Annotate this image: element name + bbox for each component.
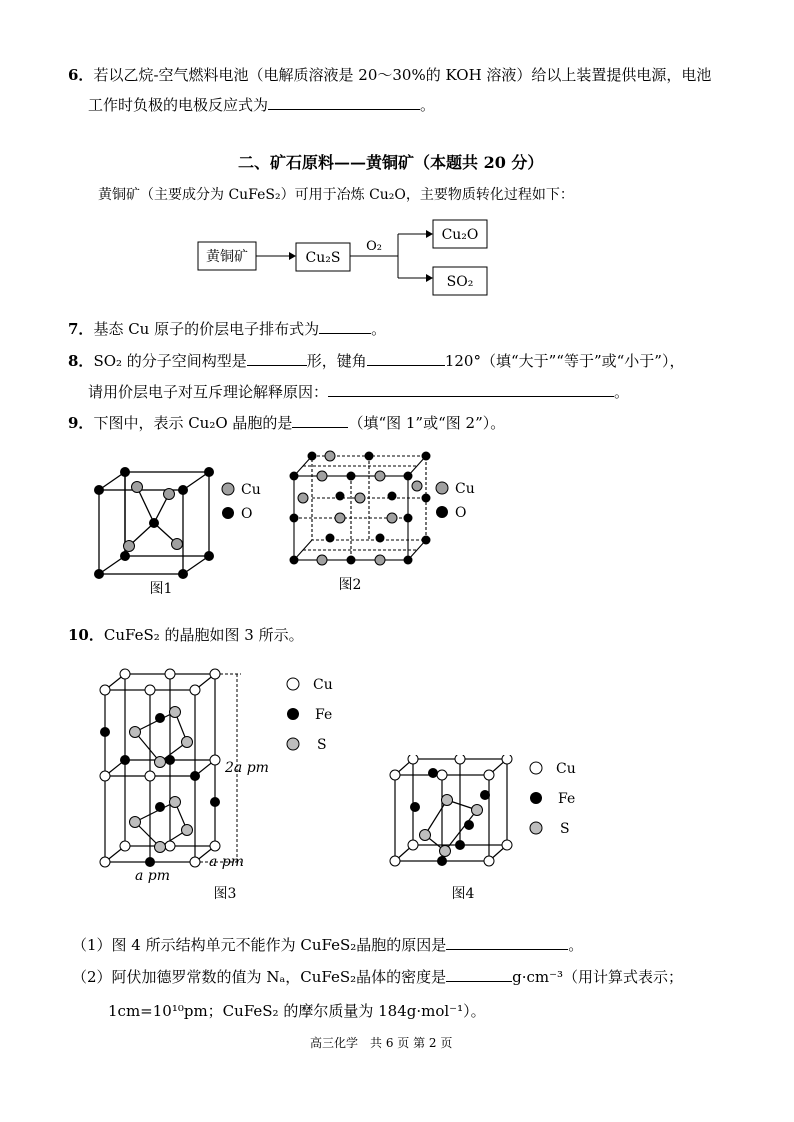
fig4-legend-fe-dot (530, 792, 542, 804)
q8-text3: 120°（填“大于”“等于”或“小于”）， (444, 352, 685, 370)
q6-answer-blank[interactable] (268, 95, 420, 110)
q8-line1 (68, 350, 684, 371)
flow-box-cu2o-label: Cu₂O (441, 227, 479, 243)
fig2-cu-atoms (298, 451, 422, 565)
fig4-legend-s-dot (530, 822, 542, 834)
fig4-legend-fe: Fe (558, 791, 576, 807)
q6-text: 若以乙烷-空气燃料电池（电解质溶液是 20～30%的 KOH 溶液）给以上装置提供电源，电池 (93, 66, 712, 84)
fig4-legend-cu-dot (530, 762, 542, 774)
figure-2-caption: 图2 (338, 577, 362, 593)
q9-hint: （填“图 1”或“图 2”）。 (348, 414, 506, 432)
q8-text1: SO₂ 的分子空间构型是 (93, 352, 247, 370)
q6-end: 。 (420, 96, 436, 114)
fig2-legend-o-dot (436, 506, 448, 518)
figure-1-caption: 图1 (149, 581, 173, 597)
fig1-legend-cu-dot (222, 483, 234, 495)
q10 (68, 624, 304, 645)
q10-number: 10． (68, 626, 104, 644)
fig3-legend-s-dot (287, 738, 299, 750)
figure-3-caption: 图3 (213, 886, 237, 902)
q8-end: 。 (614, 383, 630, 401)
sub2-text: （2）阿伏加德罗常数的值为 Nₐ，CuFeS₂晶体的密度是 (72, 968, 447, 986)
sub-question-2 (72, 966, 683, 987)
q6-number: 6． (68, 66, 94, 84)
sub2-unit: g·cm⁻³（用计算式表示； (512, 968, 684, 986)
figure-2-cell (280, 446, 490, 598)
q8-number: 8． (68, 352, 94, 370)
q7-text: 基态 Cu 原子的价层电子排布式为 (93, 320, 320, 338)
fig3-legend-cu: Cu (313, 677, 333, 693)
q7-end: 。 (371, 320, 387, 338)
q10-text: CuFeS₂ 的晶胞如图 3 所示。 (103, 626, 304, 644)
q8-text2: 形，键角 (306, 352, 367, 370)
q8-shape-blank[interactable] (247, 351, 307, 366)
figure-1-cu2o-cell (85, 448, 275, 598)
sub2-answer-blank[interactable] (446, 967, 512, 982)
flow-arrowhead-bottom (426, 274, 433, 282)
fig1-legend-o: O (241, 506, 253, 522)
flow-diagram (190, 212, 500, 302)
q9-text: 下图中，表示 Cu₂O 晶胞的是 (93, 414, 293, 432)
flow-box-cu2o (433, 220, 487, 248)
fig2-o-atoms (290, 452, 431, 565)
fig3-legend-fe-dot (287, 708, 299, 720)
fig2-legend-o: O (455, 505, 467, 521)
fig1-o-atoms (94, 467, 214, 579)
q8-line2 (88, 381, 629, 402)
fig3-legend-cu-dot (287, 678, 299, 690)
flow-box-so2 (433, 267, 487, 295)
flow-box-ore-label: 黄铜矿 (206, 249, 248, 265)
fig1-legend-cu: Cu (241, 482, 261, 498)
flow-box-so2-label: SO₂ (446, 274, 474, 290)
fig1-legend-o-dot (222, 507, 234, 519)
q6-line2 (88, 94, 435, 115)
section2-intro: 黄铜矿（主要成分为 CuFeS₂）可用于冶炼 Cu₂O，主要物质转化过程如下： (98, 187, 574, 203)
page-footer: 高三化学 共 6 页 第 2 页 (310, 1036, 453, 1050)
sub1-end: 。 (568, 936, 584, 954)
flow-reagent-label: O₂ (366, 239, 382, 254)
q8-reason-text: 请用价层电子对互斥理论解释原因： (88, 383, 329, 401)
fig3-dim-a-bottom: a pm (135, 868, 171, 884)
fig3-s-atoms (130, 707, 193, 853)
q7 (68, 318, 386, 339)
q6-text2: 工作时负极的电极反应式为 (88, 96, 269, 114)
q9-answer-blank[interactable] (292, 413, 348, 428)
q8-reason-blank[interactable] (328, 382, 614, 397)
fig3-dim-a-right: a pm (209, 854, 245, 870)
fig4-legend-cu: Cu (556, 761, 576, 777)
fig2-legend-cu: Cu (455, 481, 475, 497)
flow-box-cu2s-label: Cu₂S (305, 250, 341, 266)
q6-line1 (68, 64, 711, 85)
flow-box-cu2s (296, 243, 350, 271)
fig3-dim-2a: 2a pm (225, 760, 269, 776)
q9 (68, 412, 505, 433)
flow-box-ore (198, 242, 256, 270)
figure-4-unit (385, 755, 595, 905)
sub1-text: （1）图 4 所示结构单元不能作为 CuFeS₂晶胞的原因是 (72, 936, 447, 954)
sub1-answer-blank[interactable] (446, 935, 568, 950)
figure-4-caption: 图4 (451, 886, 475, 902)
sub-question-2-line2: 1cm=10¹⁰pm；CuFeS₂ 的摩尔质量为 184g·mol⁻¹）。 (108, 1002, 486, 1020)
sub-question-1 (72, 934, 583, 955)
figure-3-cufes2-cell (95, 662, 345, 902)
fig2-legend-cu-dot (436, 482, 448, 494)
fig3-legend-fe: Fe (315, 707, 333, 723)
q7-answer-blank[interactable] (319, 319, 371, 334)
section2-title: 二、矿石原料——黄铜矿（本题共 20 分） (238, 153, 544, 172)
fig1-cu-atoms (124, 482, 183, 552)
fig3-legend-s: S (317, 737, 327, 753)
q9-number: 9． (68, 414, 94, 432)
q7-number: 7． (68, 320, 94, 338)
flow-arrowhead-1 (289, 252, 296, 260)
flow-arrowhead-top (426, 230, 433, 238)
fig4-legend-s: S (560, 821, 570, 837)
q8-angle-blank[interactable] (367, 351, 445, 366)
